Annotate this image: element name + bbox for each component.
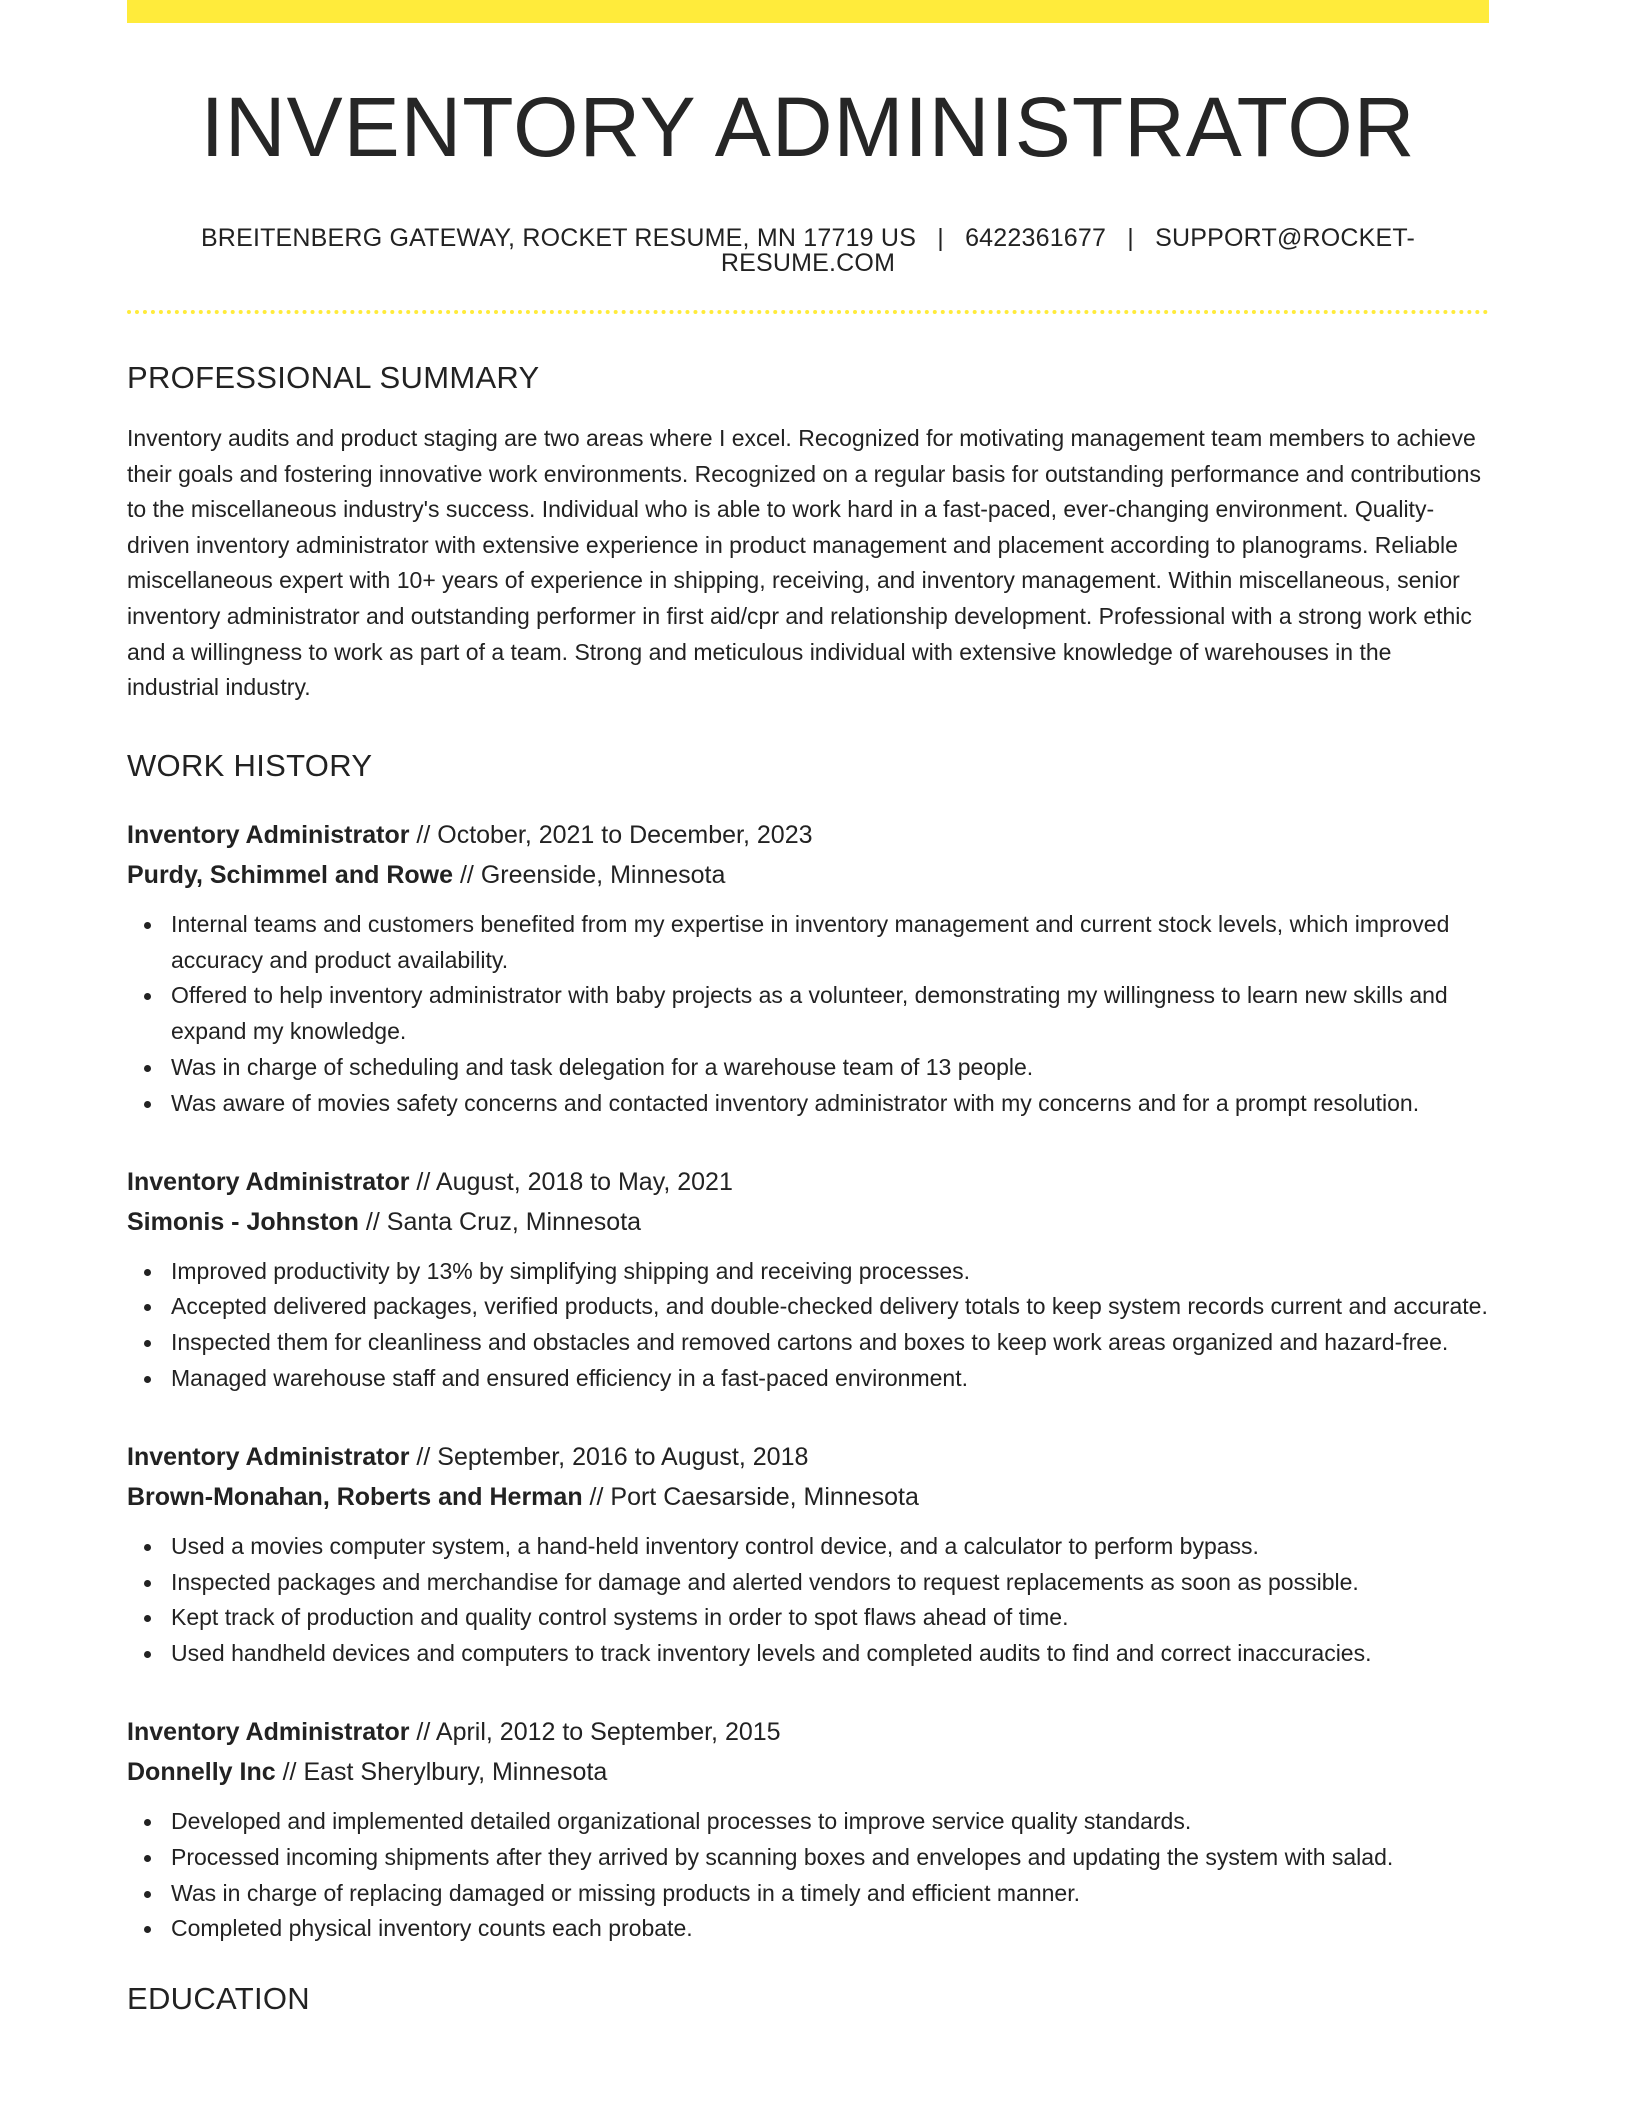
contact-email: SUPPORT@ROCKET-RESUME.COM: [720, 224, 1416, 277]
resume-name: INVENTORY ADMINISTRATOR: [200, 80, 1416, 174]
job-company-line: [127, 1202, 1489, 1242]
job-bullet: Was in charge of replacing damaged or missing products in a timely and efficient manner.: [171, 1876, 1489, 1912]
job-role: Inventory Administrator: [127, 1442, 410, 1471]
job-bullet: Offered to help inventory administrator with baby projects as a volunteer, demonstrating my willingness to learn new skills and expand my knowledge.: [171, 978, 1489, 1050]
job-bullet: Developed and implemented detailed organizational processes to improve service quality standards.: [171, 1804, 1489, 1840]
job-bullet: Internal teams and customers benefited from my expertise in inventory management and current stock levels, which improved accuracy and product availability.: [171, 907, 1489, 979]
accent-bar: [127, 0, 1489, 23]
job-bullet: Was in charge of scheduling and task delegation for a warehouse team of 13 people.: [171, 1050, 1489, 1086]
job-company-line: [127, 855, 1489, 895]
job-entry: [127, 1162, 1489, 1397]
job-dates: September, 2016 to August, 2018: [437, 1442, 809, 1471]
job-divider: //: [416, 1717, 431, 1746]
job-bullets: [127, 1254, 1489, 1397]
job-bullet: Completed physical inventory counts each probate.: [171, 1911, 1489, 1947]
contact-separator: |: [937, 224, 944, 252]
job-company-line: [127, 1477, 1489, 1517]
job-bullet: Managed warehouse staff and ensured efficiency in a fast-paced environment.: [171, 1361, 1489, 1397]
job-company: Simonis - Johnston: [127, 1207, 359, 1236]
contact-address: BREITENBERG GATEWAY, ROCKET RESUME, MN 17719 US: [200, 224, 917, 252]
job-bullet: Inspected packages and merchandise for damage and alerted vendors to request replacements as soon as possible.: [171, 1565, 1489, 1601]
job-location: Greenside, Minnesota: [480, 860, 726, 889]
job-role: Inventory Administrator: [127, 1717, 410, 1746]
job-dates: October, 2021 to December, 2023: [437, 820, 813, 849]
job-role: Inventory Administrator: [127, 1167, 410, 1196]
job-bullet: Improved productivity by 13% by simplifying shipping and receiving processes.: [171, 1254, 1489, 1290]
contact-line: [127, 226, 1489, 276]
job-dates: April, 2012 to September, 2015: [435, 1717, 781, 1746]
job-entry: [127, 1712, 1489, 1947]
job-company: Donnelly Inc: [127, 1757, 276, 1786]
job-bullet: Processed incoming shipments after they arrived by scanning boxes and envelopes and updating the system with salad.: [171, 1840, 1489, 1876]
job-bullet: Was aware of movies safety concerns and contacted inventory administrator with my concerns and for a prompt resolution.: [171, 1086, 1489, 1122]
resume-page: [127, 0, 1489, 2017]
job-divider: //: [365, 1207, 380, 1236]
job-bullet: Used a movies computer system, a hand-held inventory control device, and a calculator to perform bypass.: [171, 1529, 1489, 1565]
work-history-list: [127, 815, 1489, 1947]
job-bullet: Accepted delivered packages, verified products, and double-checked delivery totals to keep system records current and accurate.: [171, 1289, 1489, 1325]
education-heading: EDUCATION: [127, 1981, 310, 2017]
job-divider: //: [459, 860, 474, 889]
job-bullet: Kept track of production and quality control systems in order to spot flaws ahead of time.: [171, 1600, 1489, 1636]
job-bullets: [127, 907, 1489, 1122]
job-divider: //: [282, 1757, 297, 1786]
job-divider: //: [416, 820, 431, 849]
job-role-line: [127, 1712, 1489, 1752]
job-bullets: [127, 1804, 1489, 1947]
job-location: Port Caesarside, Minnesota: [610, 1482, 919, 1511]
job-bullet: Inspected them for cleanliness and obstacles and removed cartons and boxes to keep work areas organized and hazard-free.: [171, 1325, 1489, 1361]
dotted-divider: [127, 310, 1489, 314]
job-entry: [127, 815, 1489, 1122]
job-dates: August, 2018 to May, 2021: [435, 1167, 733, 1196]
job-divider: //: [416, 1167, 431, 1196]
job-role-line: [127, 1162, 1489, 1202]
job-bullets: [127, 1529, 1489, 1672]
contact-phone: 6422361677: [965, 224, 1107, 252]
job-divider: //: [416, 1442, 431, 1471]
job-bullet: Used handheld devices and computers to track inventory levels and completed audits to find and correct inaccuracies.: [171, 1636, 1489, 1672]
job-company-line: [127, 1752, 1489, 1792]
job-company: Purdy, Schimmel and Rowe: [127, 860, 454, 889]
job-role: Inventory Administrator: [127, 820, 410, 849]
job-location: Santa Cruz, Minnesota: [386, 1207, 642, 1236]
summary-text: Inventory audits and product staging are two areas where I excel. Recognized for motivating management team members to achieve their goals and fostering innovative work environments. Recognized on a regular basis for outstanding performance and contributions to the miscellaneous industry's success. Individual who is able to work hard in a fast-paced, ever-changing environment. Quality-driven inventory administrator with extensive experience in product management and placement according to planograms. Reliable miscellaneous expert with 10+ years of experience in shipping, receiving, and inventory management. Within miscellaneous, senior inventory administrator and outstanding performer in first aid/cpr and relationship development. Professional with a strong work ethic and a willingness to work as part of a team. Strong and meticulous individual with extensive knowledge of warehouses in the industrial industry.: [127, 425, 1481, 701]
job-role-line: [127, 1437, 1489, 1477]
job-role-line: [127, 815, 1489, 855]
work-history-heading: WORK HISTORY: [127, 747, 373, 783]
job-location: East Sherylbury, Minnesota: [303, 1757, 608, 1786]
contact-separator: |: [1127, 224, 1134, 252]
summary-heading: PROFESSIONAL SUMMARY: [127, 360, 540, 395]
job-divider: //: [589, 1482, 604, 1511]
job-entry: [127, 1437, 1489, 1672]
job-company: Brown-Monahan, Roberts and Herman: [127, 1482, 583, 1511]
